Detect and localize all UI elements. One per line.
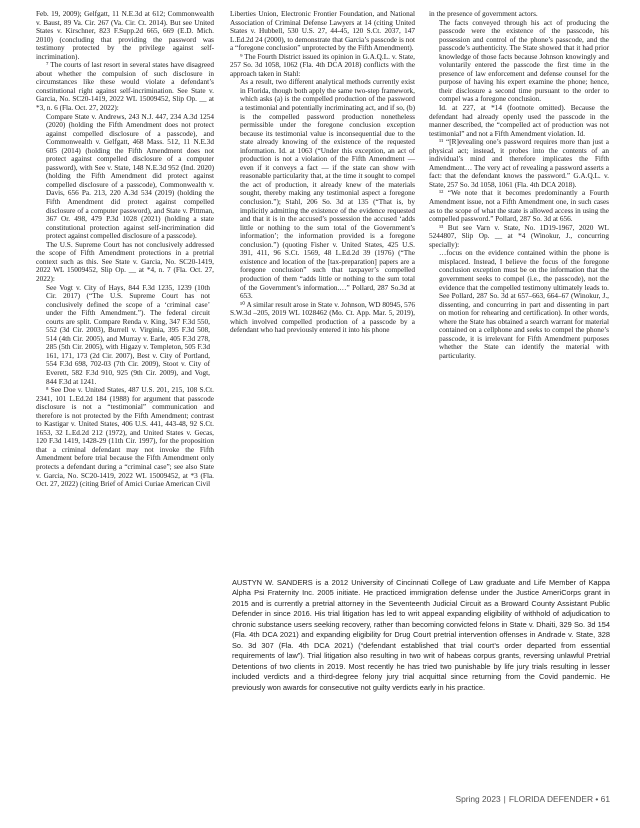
paragraph: ¹² “We note that it becomes predominantly a Fourth Amendment issue, not a Fifth Amendment one, in such cases as to the scope of what the state is allowed access in using the compelled password.” Pollard, 287 So. 3d at 656. bbox=[429, 189, 609, 224]
paragraph: ¹¹ “[R]evealing one’s password requires more than just a physical act; instead, it probes into the contents of an individual’s mind and therefore implicates the Fifth Amendment… The very act of revealing a password asserts a fact: that the defendant knows the password.” G.A.Q.L. v. State, 257 So. 3d 1058, 1061 (Fla. 4th DCA 2018). bbox=[429, 138, 609, 189]
author-bio: AUSTYN W. SANDERS is a 2012 University of Cincinnati College of Law graduate and Life Member of Kappa Alpha Psi Fraternity Inc. 2005 initiate. He practiced immigration defense under the Justice AmeriCorps grant in 2015 and is currently a pretrial attorney in the Seventeenth Judicial Circuit as a Broward County Assistant Public Defender in since 2016. His trial litigation has led to writ appeal expanding eligibility of withhold of adjudication to chronic substance users seeking recovery, rather than becoming convicted felons in State v. Dhaiti, 329 So. 3d 154 (Fla. 4th DCA 2021) and expanding eligibility for Drug Court pretrial intervention offenses in Andrade v. State, 328 So. 3d 307 (Fla. 4th DCA 2021) (“defendant established that trial court’s order departed from essential requirements of law”). Trial litigation also resulting in two writ of habeas corpus grants, reversing unlawful Pretrial Detentions of two clients in 2019. Most recently he has tried two punishable by life jury trials resulting in lesser included verdicts and a third-degree felony jury trial acquittal since returning from the Covid pandemic. He previously won awards for consecutive not guilty verdicts early in his practice. bbox=[232, 578, 610, 692]
paragraph: Feb. 19, 2009); Gelfgatt, 11 N.E.3d at 612; Commonwealth v. Baust, 89 Va. Cir. 267 (Va. Cir. Ct. 2014). But see United States v. Kirschner, 823 F.Supp.2d 665, 669 (E.D. Mich. 2010) (concluding that providing the password was testimony protected by the privilege against self-incrimination). bbox=[36, 10, 214, 61]
text-column-middle bbox=[230, 10, 415, 335]
paragraph: ¹⁰ A similar result arose in State v. Johnson, WD 80945, 576 S.W.3d –205, 2019 WL 1028462 (Mo. Ct. App. Mar. 5, 2019), which involved compelled production of a passcode by a defendant who had previously entered it into his phone bbox=[230, 300, 415, 335]
paragraph: ¹³ But see Varn v. State, No. 1D19-1967, 2020 WL 5244807, Slip Op. __ at *4 (Winokur, J., concurring specially): bbox=[429, 223, 609, 249]
paragraph: Id. at 227, at *14 (footnote omitted). Because the defendant had already openly used the passcode in the manner described, the “compelled act of production was not testimonial” and not a Fifth Amendment violation. Id. bbox=[429, 104, 609, 138]
paragraph: See Vogt v. City of Hays, 844 F.3d 1235, 1239 (10th Cir. 2017) (“The U.S. Supreme Court has not conclusively defined the scope of a ‘criminal case’ under the Fifth Amendment.”). The federal circuit courts are split. Compare Renda v. King, 347 F.3d 550, 552 (3d Cir. 2003), Burrell v. Virginia, 395 F.3d 508, 514 (4th Cir. 2005), and Murray v. Earle, 405 F.3d 278, 285 (5th Cir. 2005), with Higazy v. Templeton, 505 F.3d 161, 171, 173 (2d Cir. 2007), Best v. City of Portland, 554 F.3d 698, 702-03 (7th Cir. 2009), Stoot v. City of Everett, 582 F.3d 910, 925 (9th Cir. 2009), and Vogt, 844 F.3d at 1241. bbox=[46, 283, 210, 386]
footer-publication: FLORIDA DEFENDER bbox=[508, 794, 594, 804]
paragraph: …focus on the evidence contained within the phone is misplaced. Instead, I believe the focus of the foregone conclusion exception must be on the information that the government seeks to compel (i.e., the passcode), not the evidence that the compelled testimony ultimately leads to. See Pollard, 287 So. 3d at 657–663, 664–67 (Winokur, J., dissenting, and concurring in part and dissenting in part on motion for rehearing and certification). In other words, where the State has obtained a search warrant for material contained on a cellphone and seeks to compel the phone’s passcode, it is irrelevant for Fifth Amendment purposes whether the State can identify the material with particularity. bbox=[439, 249, 609, 360]
page-footer: Spring 2023 | FLORIDA DEFENDER • 61 bbox=[455, 794, 610, 804]
paragraph: The facts conveyed through his act of producing the passcode were the existence of the passcode, his possession and control of the phone’s passcode, and the passcode’s authenticity. The State showed that it had prior knowledge of those facts because Johnson knowingly and voluntarily entered the passcode the first time in the presence of law enforcement and defense counsel for the purpose of having his expert examine the phone; hence, their disclosure a second time pursuant to the order to compel was a foregone conclusion. bbox=[439, 18, 609, 104]
paragraph: ⁷ The courts of last resort in several states have disagreed about whether the compulsion of such disclosure in circumstances like these would violate a defendant’s constitutional right against self-incrimination. See State v. Garcia, No. SC20-1419, 2022 WL 15009452, Slip Op. __ at *3, n. 6 (Fla. Oct. 27, 2022): bbox=[36, 61, 214, 113]
footer-issue: Spring 2023 bbox=[455, 794, 501, 804]
paragraph: As a result, two different analytical methods currently exist in Florida, though both apply the same two-step framework, which asks (a) is the compelled production of the password a testimonial and potentially incriminating act, and if so, (b) is the compelled password production nonetheless permissible under the foregone conclusion exception because its testimonial value is inconsequential due to the state already knowing of the existence of the requested information. Id. at 1063 (“Under this exception, an act of production is not a violation of the Fifth Amendment — even if it conveys a fact — if the state can show with reasonable particularity that, at the time it sought to compel the act of production, it already knew of the materials sought, thereby making any testimonial aspect a foregone conclusion.”); Stahl, 206 So. 3d at 135 (“That is, by implicitly admitting the existence of the evidence requested and that it is in the accused’s possession the accused ‘adds little or nothing to the sum total of the Government’s information’; the information provided is a foregone conclusion.”) (quoting Fisher v. United States, 425 U.S. 391, 411, 96 S.Ct. 1569, 48 L.Ed.2d 39 (1976) (“The existence and location of the [tax-preparation] papers are a foregone conclusion” such that taxpayer’s compelled production of them “adds little or nothing to the sum total of the Government’s information.…” Pollard, 287 So.3d at 653. bbox=[240, 78, 415, 301]
paragraph: The U.S. Supreme Court has not conclusively addressed the scope of Fifth Amendment protections in a pretrial context such as this. See State v. Garcia, No. SC20-1419, 2022 WL 15009452, Slip Op. __ at *4, n. 7 (Fla. Oct. 27, 2022): bbox=[36, 240, 214, 283]
text-column-left bbox=[36, 10, 214, 489]
paragraph: ⁸ See Doe v. United States, 487 U.S. 201, 215, 108 S.Ct. 2341, 101 L.Ed.2d 184 (1988) for argument that passcode disclosure is not a “testimonial” communication and therefore is not protected by the Fifth Amendment; contrast to Kastigar v. United States, 406 U.S. 441, 443-48, 92 S.Ct. 1653, 32 L.Ed.2d 212 (1972), and United States v. Gecas, 120 F.3d 1419, 1428-29 (11th Cir. 1997), for the proposition that a criminal defendant may not invoke the Fifth Amendment before trial because the Fifth Amendment only protects a defendant during a “criminal case”; see also State v. Garcia, No. SC20-1419, 2022 WL 15009452, at *3 (Fla. Oct. 27, 2022) (citing Brief of Amici Curiae American Civil bbox=[36, 386, 214, 489]
paragraph: Compare State v. Andrews, 243 N.J. 447, 234 A.3d 1254 (2020) (holding the Fifth Amendment does not protect against compelled disclosure of a passcode), and Commonwealth v. Gelfgatt, 468 Mass. 512, 11 N.E.3d 605 (2014) (holding the Fifth Amendment does not protect against compelled disclosure of a computer password), with See v. State, 148 N.E.3d 952 (Ind. 2020) (holding the Fifth Amendment did protect against compelled disclosure of a passcode), Commonwealth v. Davis, 656 Pa. 213, 220 A.3d 534 (2019) (holding the Fifth Amendment did protect against compelled disclosure of a computer password), and State v. Pittman, 367 Or. 498, 479 P.3d 1028 (2021) (holding a state constitutional protection against self-incrimination did protect against compelled disclosure of a passcode). bbox=[46, 112, 214, 241]
text-column-right bbox=[429, 10, 609, 360]
footer-bullet: • bbox=[595, 794, 599, 804]
paragraph: ⁹ The Fourth District issued its opinion in G.A.Q.L. v. State, 257 So. 3d 1058, 1062 (Fla. 4th DCA 2018) conflicts with the approach taken in Stahl: bbox=[230, 52, 415, 78]
page-number: 61 bbox=[600, 794, 610, 804]
paragraph: Liberties Union, Electronic Frontier Foundation, and National Association of Criminal Defense Lawyers at 14 (citing United States v. Hubbell, 530 U.S. 27, 44-45, 120 S.Ct. 2037, 147 L.Ed.2d 24 (2000), to demonstrate that Garcia’s passcode is not a “foregone conclusion” unprotected by the Fifth Amendment). bbox=[230, 10, 415, 53]
paragraph: in the presence of government actors. bbox=[429, 10, 538, 18]
